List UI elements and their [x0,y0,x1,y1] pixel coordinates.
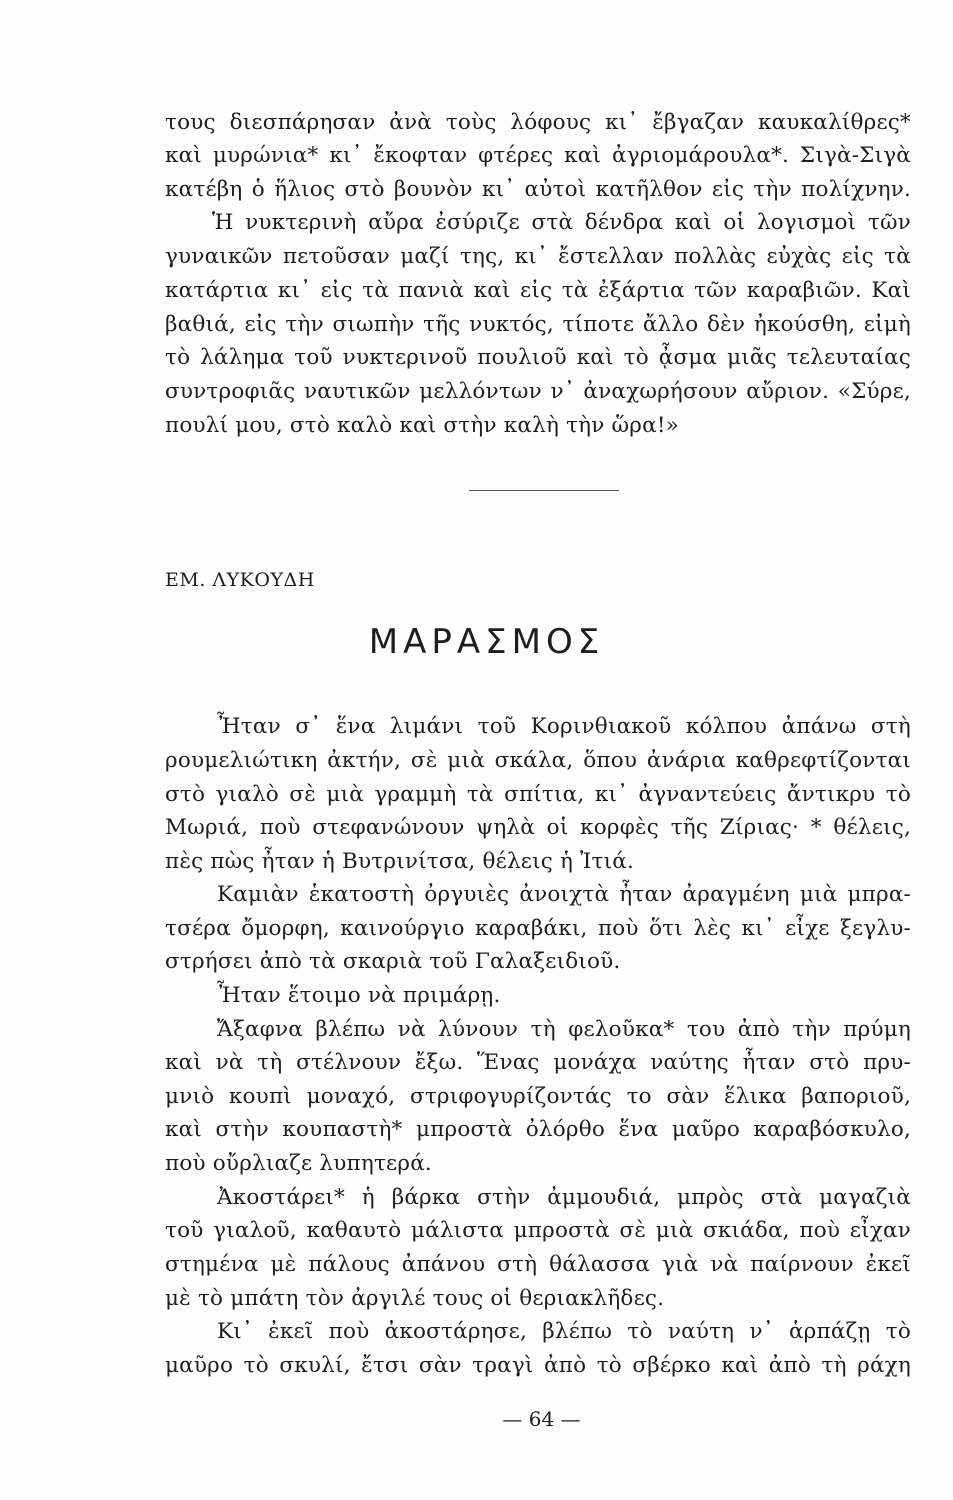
page-number: — 64 — [502,1407,581,1431]
text-line: στρήσει ἀπὸ τὰ σκαριὰ τοῦ Γαλαξειδιοῦ. [165,949,621,974]
text-line: τὸ λάλημα τοῦ νυκτερινοῦ πουλιοῦ καὶ τὸ ᾆσμα μιᾶς τελευταίας [165,345,911,370]
text-line: Ἡ νυκτερινὴ αὔρα ἐσύριζε στὰ δένδρα καὶ οἱ λογισμοὶ τῶν [212,210,911,235]
text-line: μνιὸ κουπὶ μοναχό, στριφογυρίζοντάς το σὰν ἕλικα βαποριοῦ, [165,1084,911,1109]
story-title: ΜΑΡΑΣΜΟΣ [368,622,605,662]
text-line: συντροφιᾶς ναυτικῶν μελλόντων ν᾿ ἀναχωρήσουν αὔριον. «Σύρε, [165,379,911,404]
text-line: Μωριά, ποὺ στεφανώνουν ψηλὰ οἱ κορφὲς τῆς Ζίριας· * θέλεις, [165,815,911,840]
text-line: Ἄξαφνα βλέπω νὰ λύνουν τὴ φελοῦκα* του ἀπὸ τὴν πρύμη [217,1017,911,1042]
text-line: ποὺ οὔρλιαζε λυπητερά. [165,1151,432,1176]
author-name: ΕΜ. ΛΥΚΟΥΔΗ [165,569,315,591]
text-line: τοῦ γιαλοῦ, καθαυτὸ μάλιστα μπροστὰ σὲ μιὰ σκιάδα, ποὺ εἶχαν [165,1218,911,1243]
text-line: Ἦταν σ᾿ ἕνα λιμάνι τοῦ Κορινθιακοῦ κόλπου ἀπάνω στὴ [217,714,911,739]
text-line: στὸ γιαλὸ σὲ μιὰ γραμμὴ τὰ σπίτια, κι᾿ ἀγναντεύεις ἄντικρυ τὸ [165,782,911,807]
text-line: Κι᾿ ἐκεῖ ποὺ ἀκοστάρησε, βλέπω τὸ ναύτη ν᾿ ἁρπάζῃ τὸ [217,1319,911,1344]
section-divider [469,490,619,491]
text-line: καὶ στὴν κουπαστὴ* μπροστὰ ὀλόρθο ἕνα μαῦρο καραβόσκυλο, [165,1117,911,1142]
text-line: πὲς πὼς ἦταν ἡ Βυτρινίτσα, θέλεις ἡ Ἰτιά. [165,849,635,874]
text-line: Ἦταν ἕτοιμο νὰ πριμάρῃ. [217,983,501,1008]
text-line: καὶ νὰ τὴ στέλνουν ἔξω. Ἕνας μονάχα ναύτης ἦταν στὸ πρυ- [165,1050,911,1075]
text-line: πουλί μου, στὸ καλὸ καὶ στὴν καλὴ τὴν ὥρα!» [165,413,680,438]
text-line: τσέρα ὄμορφη, καινούργιο καραβάκι, ποὺ ὅτι λὲς κι᾿ εἶχε ξεγλυ- [165,916,911,941]
text-line: μὲ τὸ μπάτη τὸν ἀργιλέ τους οἱ θεριακλῆδες. [165,1286,665,1311]
text-line: βαθιά, εἰς τὴν σιωπὴν τῆς νυκτός, τίποτε ἄλλο δὲν ἠκούσθη, εἰμὴ [165,312,911,337]
text-line: Ἀκοστάρει* ἡ βάρκα στὴν ἀμμουδιά, μπρὸς στὰ μαγαζιὰ [217,1185,911,1210]
text-line: καὶ μυρώνια* κι᾿ ἔκοφταν φτέρες καὶ ἀγριομάρουλα*. Σιγὰ-Σιγὰ [165,143,911,168]
text-line: στημένα μὲ πάλους ἀπάνου στὴ θάλασσα γιὰ νὰ παίρνουν ἐκεῖ [165,1252,911,1277]
text-line: κατέβη ὁ ἥλιος στὸ βουνὸν κι᾿ αὐτοὶ κατῆλθον εἰς τὴν πολίχνην. [165,177,911,202]
text-line: τους διεσπάρησαν ἀνὰ τοὺς λόφους κι᾿ ἔβγαζαν καυκαλίθρες* [165,110,911,135]
text-line: γυναικῶν πετοῦσαν μαζί της, κι᾿ ἔστελλαν πολλὰς εὐχὰς εἰς τὰ [165,244,911,269]
text-line: μαῦρο τὸ σκυλί, ἔτσι σὰν τραγὶ ἀπὸ τὸ σβέρκο καὶ ἀπὸ τὴ ράχη [165,1353,911,1378]
text-line: ρουμελιώτικη ἀκτήν, σὲ μιὰ σκάλα, ὅπου ἀνάρια καθρεφτίζονται [165,748,911,773]
text-line: κατάρτια κι᾿ εἰς τὰ πανιὰ καὶ εἰς τὰ ἐξάρτια τῶν καραβιῶν. Καὶ [165,278,911,303]
text-line: Καμιὰν ἑκατοστὴ ὀργυιὲς ἀνοιχτὰ ἦταν ἀραγμένη μιὰ μπρα- [217,882,911,907]
